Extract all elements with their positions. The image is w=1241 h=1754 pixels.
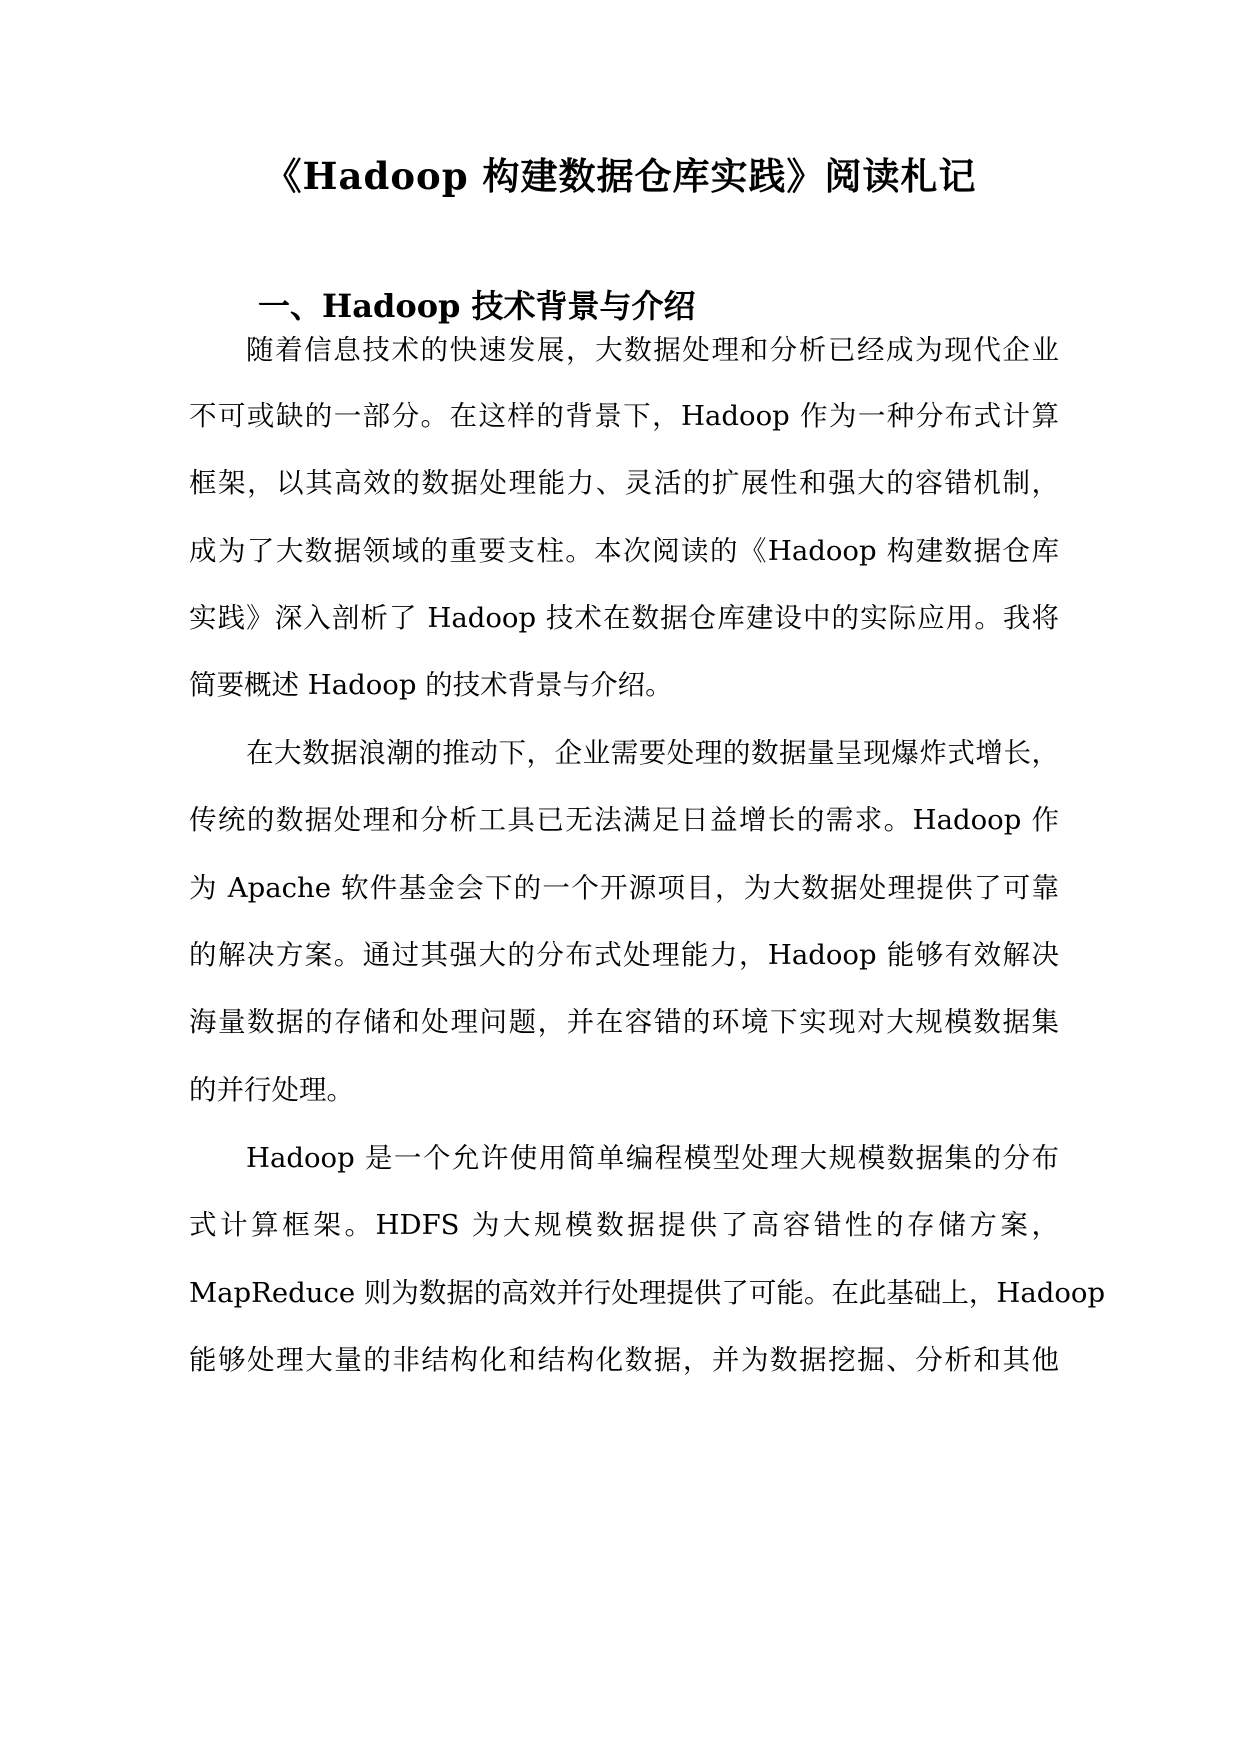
body-line: 实践》深入剖析了 Hadoop 技术在数据仓库建设中的实际应用。我将: [189, 602, 1059, 634]
body-line: 随着信息技术的快速发展，大数据处理和分析已经成为现代企业: [246, 334, 1059, 366]
body-line: 成为了大数据领域的重要支柱。本次阅读的《Hadoop 构建数据仓库: [189, 535, 1059, 567]
body-line: 为 Apache 软件基金会下的一个开源项目，为大数据处理提供了可靠: [189, 872, 1059, 904]
body-line: 海量数据的存储和处理问题，并在容错的环境下实现对大规模数据集: [189, 1006, 1059, 1038]
body-line: 在大数据浪潮的推动下，企业需要处理的数据量呈现爆炸式增长，: [246, 737, 1059, 769]
body-line: 框架，以其高效的数据处理能力、灵活的扩展性和强大的容错机制，: [189, 467, 1059, 499]
body-line: Hadoop 是一个允许使用简单编程模型处理大规模数据集的分布: [246, 1142, 1059, 1174]
body-line: 的并行处理。: [189, 1074, 354, 1106]
body-line: 式计算框架。HDFS 为大规模数据提供了高容错性的存储方案，: [189, 1209, 1059, 1241]
body-line: 能够处理大量的非结构化和结构化数据，并为数据挖掘、分析和其他: [189, 1344, 1059, 1376]
body-line: 简要概述 Hadoop 的技术背景与介绍。: [189, 669, 673, 701]
body-line: 不可或缺的一部分。在这样的背景下，Hadoop 作为一种分布式计算: [189, 400, 1059, 432]
body-line: 传统的数据处理和分析工具已无法满足日益增长的需求。Hadoop 作: [189, 804, 1059, 836]
document-title: 《Hadoop 构建数据仓库实践》阅读札记: [264, 154, 977, 198]
section-heading: 一、Hadoop 技术背景与介绍: [258, 287, 696, 325]
body-line: MapReduce 则为数据的高效并行处理提供了可能。在此基础上，Hadoop: [189, 1277, 1106, 1309]
body-line: 的解决方案。通过其强大的分布式处理能力，Hadoop 能够有效解决: [189, 939, 1059, 971]
